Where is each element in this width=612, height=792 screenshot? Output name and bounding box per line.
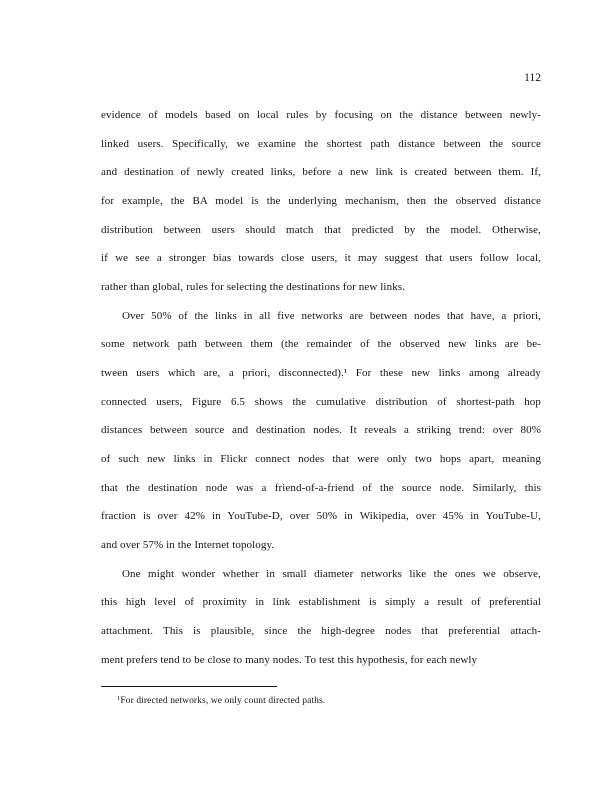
text-line: for example, the BA model is the underlying mechanism, then the observed distance <box>101 195 541 208</box>
text-line: if we see a stronger bias towards close users, it may suggest that users follow local, <box>101 252 541 265</box>
text-line: of such new links in Flickr connect nodes that were only two hops apart, meaning <box>101 453 541 466</box>
text-line: ment prefers tend to be close to many nodes. To test this hypothesis, for each newly <box>101 653 478 666</box>
text-line: and over 57% in the Internet topology. <box>101 539 275 552</box>
text-line: this high level of proximity in link establishment is simply a result of preferential <box>101 596 541 609</box>
text-line: fraction is over 42% in YouTube-D, over 50% in Wikipedia, over 45% in YouTube-U, <box>101 510 541 523</box>
text-line: Over 50% of the links in all five networks are between nodes that have, a priori, <box>122 309 541 322</box>
page-number: 112 <box>524 72 541 84</box>
text-line: tween users which are, a priori, disconnected).¹ For these new links among already <box>101 367 541 380</box>
footnote-marker: 1 <box>117 695 121 702</box>
text-line: One might wonder whether in small diameter networks like the ones we observe, <box>122 567 541 580</box>
text-line: rather than global, rules for selecting the destinations for new links. <box>101 281 406 294</box>
text-line: connected users, Figure 6.5 shows the cumulative distribution of shortest-path hop <box>101 395 541 408</box>
text-line: some network path between them (the remainder of the observed new links are be- <box>101 338 541 351</box>
paragraph <box>101 560 541 675</box>
body-text <box>101 101 541 674</box>
text-line: linked users. Specifically, we examine the shortest path distance between the source <box>101 137 541 150</box>
text-line: and destination of newly created links, before a new link is created between them. If, <box>101 166 541 179</box>
footnote-text: For directed networks, we only count directed paths. <box>120 696 326 706</box>
text-line: evidence of models based on local rules by focusing on the distance between newly- <box>101 109 541 121</box>
text-line: that the destination node was a friend-of-a-friend of the source node. Similarly, this <box>101 481 541 494</box>
paragraph <box>101 302 541 560</box>
text-line: distribution between users should match that predicted by the model. Otherwise, <box>101 223 541 236</box>
paragraph <box>101 101 541 302</box>
footnote <box>101 694 541 708</box>
text-line: distances between source and destination nodes. It reveals a striking trend: over 80% <box>101 424 541 437</box>
text-line: attachment. This is plausible, since the high-degree nodes that preferential attach- <box>101 625 541 638</box>
footnote-rule <box>101 686 277 687</box>
